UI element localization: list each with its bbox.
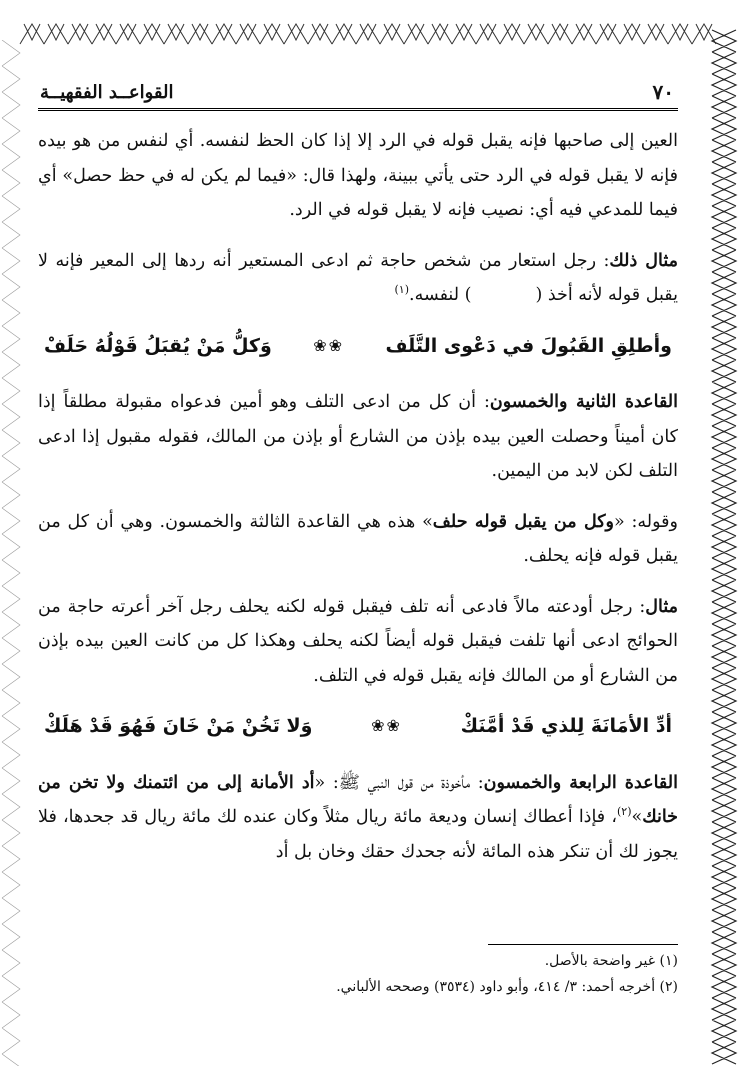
rule-text-end: ، فإذا أعطاك إنسان وديعة مائة ريال مثلاً وكان عنده لك مائة ريال قد جحدها، فلا يجوز لك أن تنكر هذه المائة لأنه جحدك حقك وخان بل أد (38, 807, 678, 862)
example-text: : رجل أودعته مالاً فادعى أنه تلف فيقبل قوله لكنه يحلف رجل آخر أعرته حاجة من الحوائج ادعى أنها تلفت فيقبل قوله أيضاً لكنه يحلف وهكذا كل من كانت العين بيده بإذن من الشارع أو من المالك فإنه يقبل قوله في التلف. (38, 596, 678, 686)
verse-hemistich-right: أدِّ الأمَانَةَ لِلذي قَدْ أمَّنَكْ (460, 715, 672, 737)
page-header (38, 80, 678, 111)
decorative-border-right (706, 0, 744, 1066)
example-label: مثال (645, 596, 678, 617)
example-text-end: ) لنفسه. (409, 285, 472, 305)
decorative-border-top (0, 0, 744, 52)
verse-separator-icon: ❀❀ (371, 716, 402, 735)
verse-separator-icon: ❀❀ (313, 335, 345, 355)
verse-hemistich-left: وَلا تَخُنْ مَنْ خَانَ فَهُوَ قَدْ هَلَكْ (44, 715, 313, 737)
rule-text: : مأخوذة من قول النبي ﷺ: « (314, 772, 484, 793)
rule-label: القاعدة الثانية والخمسون (489, 392, 678, 412)
verse-hemistich-right: وأطلِقِ القَبُولَ في دَعْوى التَّلَف (385, 334, 672, 357)
quote-close: » (631, 807, 643, 827)
quote-open: وقوله: « (614, 511, 678, 532)
decorative-border-left (0, 40, 30, 1066)
verse-hemistich-left: وَكلُّ مَنْ يُقبَلُ قَوْلُهُ حَلَفْ (44, 334, 272, 357)
example-text: : رجل استعار من شخص حاجة ثم ادعى المستعير أنه ردها إلى المعير فإنه لا يقبل قوله لأنه أخذ ( (38, 250, 678, 305)
paragraph-rule-52 (38, 385, 678, 489)
footnote-separator (488, 944, 678, 945)
running-title: القواعــد الفقهيــة (40, 82, 174, 103)
rule-text: : أن كل من ادعى التلف وهو أمين فدعواه مقبولة مطلقاً إذا كان أميناً وحصلت العين بيده بإذن من الشارع أو بإذن من المالك، فقوله مقبول إذا ادعى التلف لكن لابد من اليمين. (38, 392, 678, 481)
hadith-quote: أد الأمانة إلى من ائتمنك ولا تخن من خانك (38, 772, 678, 827)
paragraph-rule-54 (38, 766, 678, 870)
verse-line-1 (38, 329, 678, 364)
page-body (38, 124, 678, 885)
example-label: مثال ذلك (609, 250, 678, 271)
paragraph-example-2 (38, 590, 678, 694)
paragraph-rule-53 (38, 505, 678, 574)
footnote-1: (١) غير واضحة بالأصل. (544, 953, 678, 969)
rule-text: » هذه هي القاعدة الثالثة والخمسون. وهي أن كل من يقبل قوله فإنه يحلف. (38, 511, 678, 566)
footnote-2: (٢) أخرجه أحمد: ٣/ ٤١٤، وأبو داود (٣٥٣٤) وصححه الألباني. (336, 979, 678, 995)
footnote-ref-1: (١) (394, 283, 410, 297)
footnote-ref-2: (٢) (616, 805, 632, 819)
quoted-verse: وكل من يقبل قوله حلف (432, 511, 614, 532)
rule-label: القاعدة الرابعة والخمسون (483, 772, 678, 793)
paragraph-example-1 (38, 244, 678, 313)
paragraph-intro: العين إلى صاحبها فإنه يقبل قوله في الرد إلا إذا كان الحظ لنفسه. أي لنفس من هو بيده فإنه لا يقبل قوله في الرد حتى يأتي ببينة، ولهذا قال: «فيما لم يكن له في حظ حصل» أي فيما للمدعي فيه أي: نصيب فإنه لا يقبل قوله في الرد. (38, 131, 678, 220)
page-number: ٧٠ (652, 80, 674, 104)
footnotes (38, 948, 678, 1000)
book-page (38, 72, 678, 1032)
verse-line-2 (38, 709, 678, 744)
